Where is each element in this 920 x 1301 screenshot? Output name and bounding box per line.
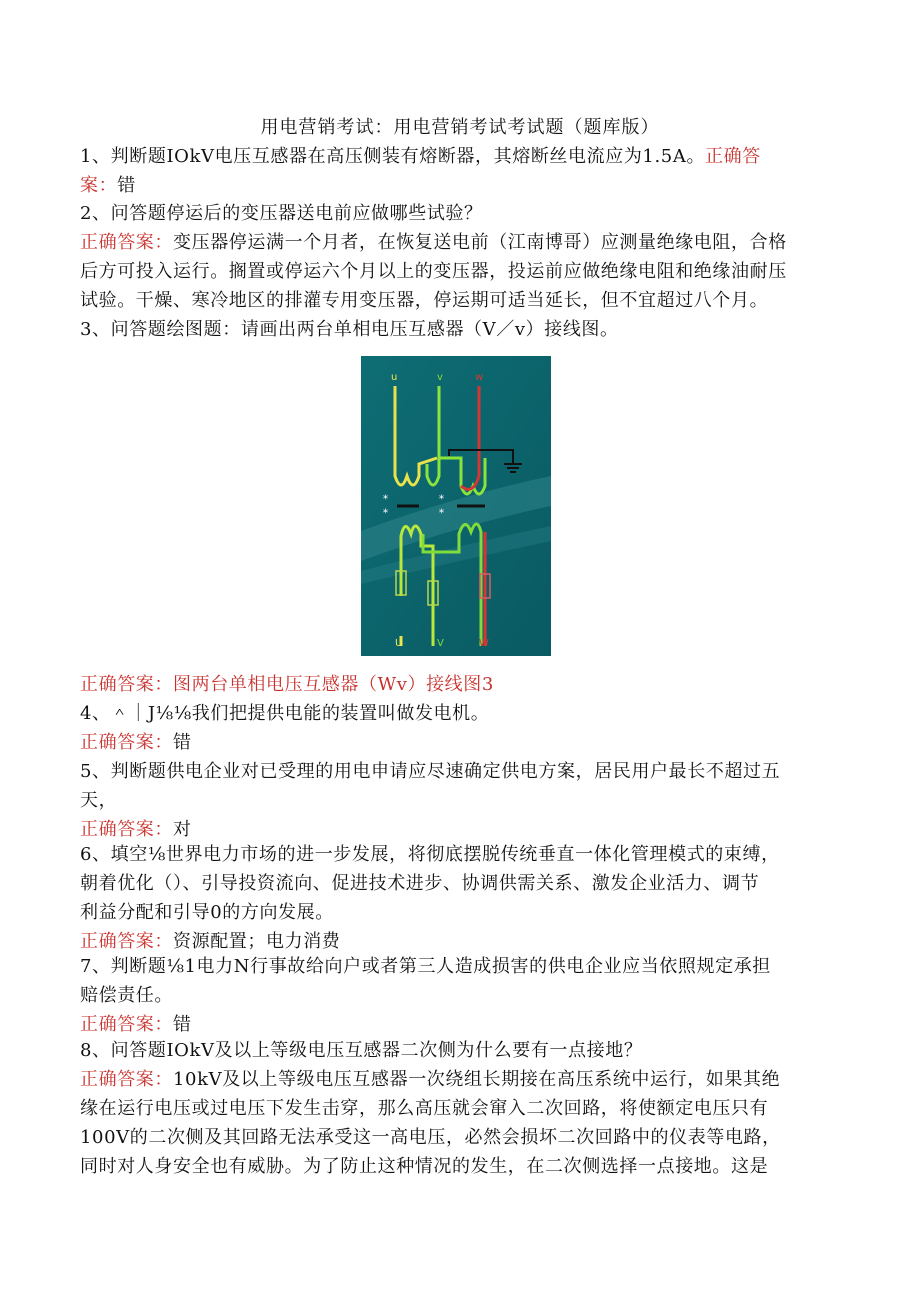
answer-7: 错: [173, 1014, 192, 1035]
question-1-text: 1、判断题IOkV电压互感器在高压侧装有熔断器，其熔断丝电流应为1.5A。: [80, 146, 706, 167]
question-8-text: 8、问答题IOkV及以上等级电压互感器二次侧为什么要有一点接地？: [80, 1040, 643, 1061]
question-5: [80, 757, 840, 844]
question-7-line-1: 7、判断题⅛1电力N行事故给向户或者第三人造成损害的供电企业应当依照规定承担: [80, 956, 771, 977]
question-1: [80, 142, 840, 200]
question-6-line-3: 利益分配和引导0的方向发展。: [80, 902, 334, 923]
answer-label: 正确答案：: [80, 931, 173, 952]
answer-1: 错: [117, 175, 136, 196]
question-4: [80, 699, 840, 757]
answer-3: [80, 670, 840, 699]
answer-8-line-2: 缘在运行电压或过电压下发生击穿，那么高压就会窜入二次回路，将使额定电压只有: [80, 1098, 769, 1119]
answer-6: 资源配置；电力消费: [173, 931, 341, 952]
question-5-line-2: 天，: [80, 790, 118, 811]
label-u-bottom: U: [395, 638, 403, 649]
answer-8-line-4: 同时对人身安全也有威胁。为了防止这种情况的发生，在二次侧选择一点接地。这是: [80, 1156, 769, 1177]
question-2: [80, 199, 840, 315]
label-v-bottom: V: [437, 638, 444, 649]
answer-8-line-3: 100V的二次侧及其回路无法承受这一高电压，必然会损坏二次回路中的仪表等电路，: [80, 1127, 781, 1148]
polarity-mark-1: *: [383, 494, 388, 505]
polarity-mark-3: *: [439, 494, 444, 505]
answer-label: 正确答案：: [80, 1069, 173, 1090]
label-u-top: u: [391, 372, 398, 383]
question-6-line-2: 朝着优化（）、引导投资流向、促进技术进步、协调供需关系、激发企业活力、调节: [80, 873, 760, 894]
polarity-mark-2: *: [383, 508, 388, 519]
answer-label: 正确答案：: [80, 819, 173, 840]
answer-8-line-1: 10kV及以上等级电压互感器一次绕组长期接在高压系统中运行，如果其绝: [173, 1069, 781, 1090]
question-4-text: 4、＾｜J⅛⅛我们把提供电能的装置叫做发电机。: [80, 703, 490, 724]
answer-2-line-1: 变压器停运满一个月者，在恢复送电前（江南博哥）应测量绝缘电阻，合格: [173, 232, 787, 253]
answer-label: 案：: [80, 175, 118, 196]
answer-label: 正确答案：: [80, 732, 173, 753]
transformer-wiring-diagram: [361, 356, 551, 656]
label-w-bottom: W: [479, 638, 489, 649]
answer-label: 正确答: [705, 146, 761, 167]
answer-label: 正确答案：: [80, 1014, 173, 1035]
label-w-top: w: [475, 372, 484, 383]
answer-label: 正确答案：: [80, 674, 173, 695]
page-title: 用电营销考试：用电营销考试考试题（题库版）: [260, 117, 660, 138]
answer-5: 对: [173, 819, 192, 840]
answer-2-line-2: 后方可投入运行。搁置或停运六个月以上的变压器，投运前应做绝缘电阻和绝缘油耐压: [80, 261, 787, 282]
question-5-line-1: 5、判断题供电企业对已受理的用电申请应尽速确定供电方案，居民用户最长不超过五: [80, 761, 781, 782]
answer-4: 错: [173, 732, 192, 753]
question-6: [80, 840, 840, 956]
answer-2-line-3: 试验。干燥、寒冷地区的排灌专用变压器，停运期可适当延长，但不宜超过八个月。: [80, 290, 769, 311]
question-8: [80, 1036, 840, 1181]
question-3-text: 3、问答题绘图题：请画出两台单相电压互感器（V／v）接线图。: [80, 319, 619, 340]
polarity-mark-4: *: [439, 508, 444, 519]
answer-label: 正确答案：: [80, 232, 173, 253]
question-6-line-1: 6、填空⅛世界电力市场的进一步发展，将彻底摆脱传统垂直一体化管理模式的束缚，: [80, 844, 780, 865]
question-2-text: 2、问答题停运后的变压器送电前应做哪些试验？: [80, 203, 483, 224]
question-7: [80, 952, 840, 1039]
answer-3-text: 图两台单相电压互感器（Wv）接线图3: [173, 674, 494, 695]
label-v-top: v: [437, 372, 443, 383]
question-7-line-2: 赔偿责任。: [80, 985, 173, 1006]
